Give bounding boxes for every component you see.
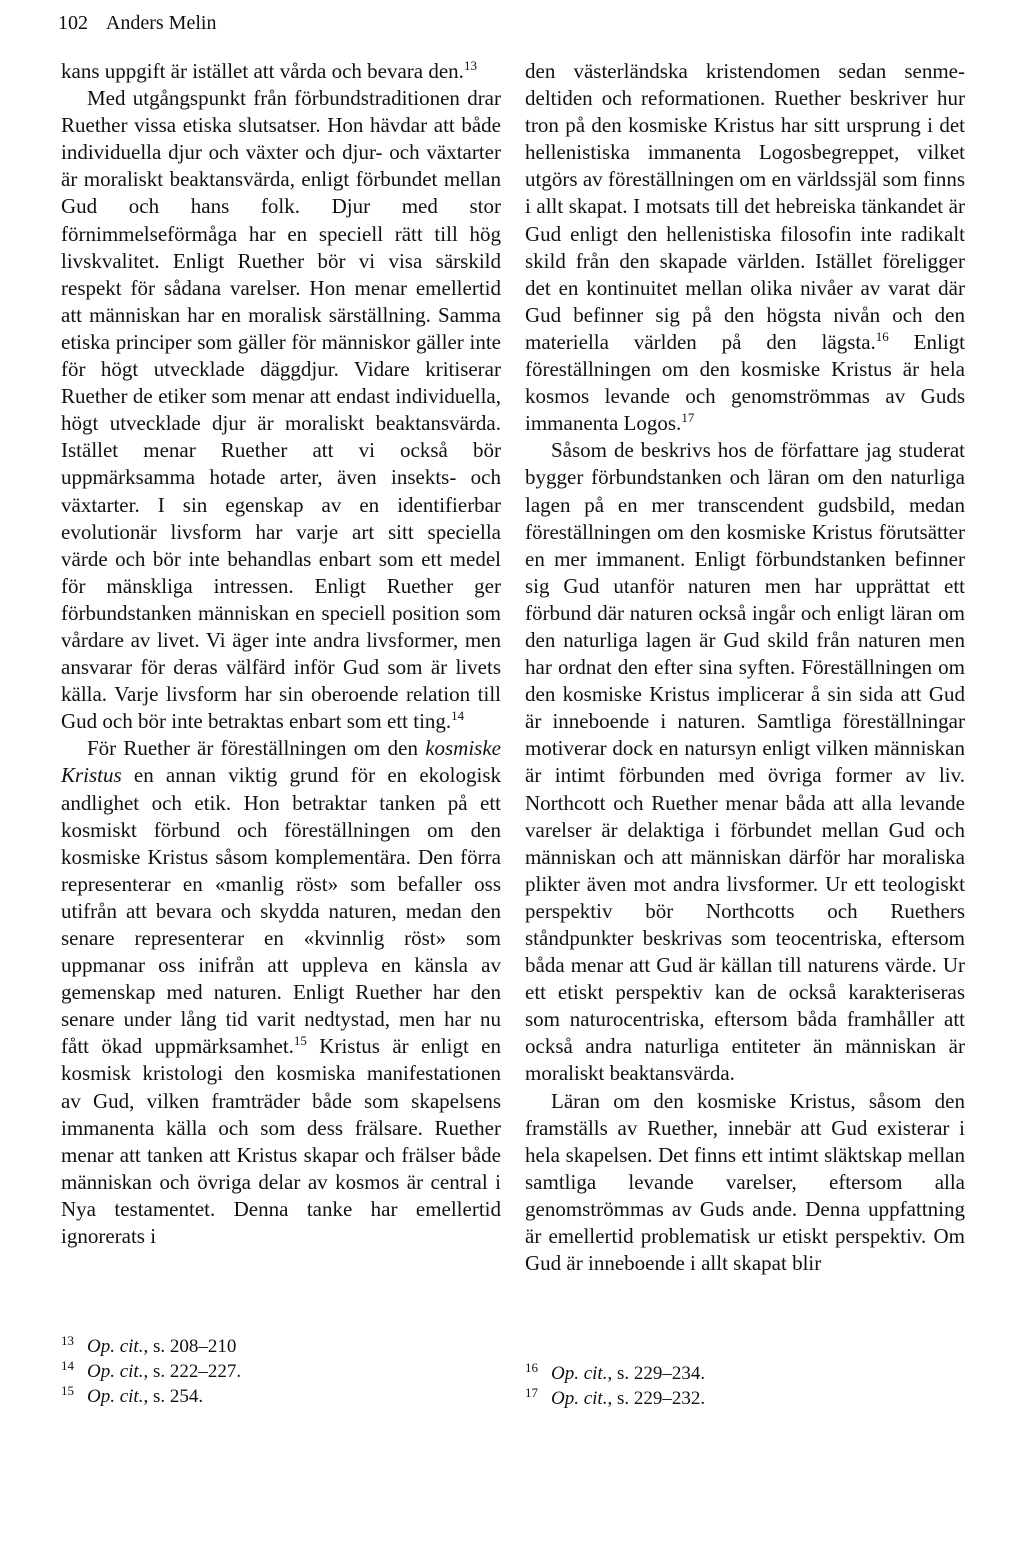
paragraph [61, 58, 501, 85]
footnote: 13 Op. cit., s. 208–210 [61, 1333, 237, 1357]
footnote-ref: 13 [463, 58, 477, 73]
footnotes-right [525, 1361, 965, 1411]
footnote: 15 Op. cit., s. 254. [61, 1383, 204, 1407]
paragraph-text: Kristus är enligt en kosmisk kristologi den kosmiska manifestationen av Gud, vilken framträder både som skapelsens immanenta källa och som dess frälsare. Ruether menar att tanken att Kristus skapar och frälser både människan och övriga delar av kosmos är central i Nya testamentet. Denna tanke har emellertid ignorerats i [61, 1034, 502, 1249]
paragraph: Såsom de beskrivs hos de författare jag studerat bygger förbundstanken och läran om den naturliga lagen på en mer transcendent gudsbild, medan föreställningen om den kosmiske Kristus förutsätter en mer immanent. Enligt förbundstanken befinner sig Gud utanför naturen men har upprättat ett förbund där naturen också ingår och enligt läran om den naturliga lagen är Gud skild från naturen men har ordnat den efter sina syften. Föreställningen om den kosmiske Kristus implicerar å sin sida att Gud är inneboende i naturen. Samtliga föreställningar motiverar dock en natursyn enligt vilken människan är intimt förbunden med övriga former av liv. Northcott och Ruether menar båda att alla levande varelser är delaktiga i förbundet mellan Gud och människan och att människan därför har moraliska plikter även mot andra livsformer. Ur ett teologiskt perspektiv bör Northcotts och Ruethers ståndpunkter beskrivas som teocentriska, eftersom båda menar att Gud är källan till naturens värde. Ur ett etiskt perspektiv kan de också karakteriseras som naturocentriska, eftersom båda framhåller att också andra naturliga entiteter än människan är moraliskt beaktansvärda. [525, 438, 965, 1086]
paragraph: Läran om den kosmiske Kristus, såsom den framställs av Ruether, innebär att Gud existerar i hela skapelsen. Det finns ett intimt släktskap mellan samtliga levande varelser, eftersom alla genomströmmas av Guds ande. Denna uppfattning är emellertid problematisk ur etiskt perspektiv. Om Gud är inneboende i allt skapat blir [525, 1088, 965, 1276]
footnote-ref: 14 [451, 708, 465, 724]
footnote-ref-text: Op. cit. [551, 1363, 608, 1384]
footnote-pages: , s. 229–232. [607, 1388, 706, 1409]
footnote-ref-text: Op. cit. [551, 1388, 608, 1409]
footnote-pages: , s. 254. [143, 1386, 204, 1407]
footnote-pages: , s. 229–234. [607, 1363, 706, 1384]
paragraph [525, 58, 965, 437]
paragraph-text: kans uppgift är istället att vårda och bevara den. [61, 59, 464, 83]
footnote-pages: , s. 222–227. [143, 1361, 242, 1382]
footnote-ref: 16 [875, 328, 889, 344]
paragraph [61, 85, 501, 735]
paragraph [61, 735, 501, 1250]
footnote-ref: 17 [681, 410, 695, 426]
footnote-ref-text: Op. cit. [87, 1336, 144, 1357]
paragraph-text: en annan viktig grund för en ekologisk andlighet och etik. Hon betraktar tanken på ett kosmiskt förbund och föreställningen om den kosmiske Kristus såsom komplementära. Den förra representerar en «manlig röst» som befaller oss utifrån att bevara och skydda naturen, medan den senare representerar en «kvinnlig röst» som uppmanar oss inifrån att uppleva en känsla av gemenskap med naturen. Enligt Ruether har den senare under lång tid varit nedtystad, men har nu fått ökad uppmärksamhet. [61, 763, 501, 1059]
paragraph-text: den västerländska kristendomen sedan senmedeltiden och reformationen. Ruether beskriver hur tron på den kosmiske Kristus har sitt ursprung i det hellenistiska immanenta Logosbegreppet, vilket utgörs av föreställningen om en världssjäl som finns i allt skapat. I motsats till det hebreiska tänkandet är Gud enligt den hellenistiska filosofin inte radikalt skild från den skapade världen. Istället föreligger det en kontinuitet mellan olika nivåer av varat där Gud befinner sig på den högsta nivån och den materiella världen på den lägsta. [525, 59, 965, 354]
footnote: 17 Op. cit., s. 229–232. [525, 1385, 706, 1409]
footnotes-left [61, 1334, 501, 1409]
footnote-ref-text: Op. cit. [87, 1386, 144, 1407]
footnote-ref-text: Op. cit. [87, 1361, 144, 1382]
left-column [61, 58, 501, 1250]
page-number: 102 [58, 12, 88, 34]
paragraph-text: Med utgångspunkt från förbundstraditionen drar Ruether vissa etiska slutsatser. Hon hävdar att både individuella djur och växter och djur- och växtarter är moraliskt beaktansvärda, enligt förbundet mellan Gud och hans folk. Djur med stor förnimmelseförmåga har en speciell rätt till hög livskvalitet. Enligt Ruether bör vi visa särskild respekt för sådana varelser. Hon menar emellertid att människan har en moralisk särställning. Samma etiska principer som gäller för människor gäller inte för högt utvecklade däggdjur. Vidare kritiserar Ruether de etiker som menar att endast individuella, högt utvecklade djur är moraliskt beaktansvärda. Istället menar Ruether att vi också bör uppmärksamma hotade arter, även insekts- och växtarter. I sin egenskap av en identifierbar evolutionär livsform har varje art sitt speciella värde och bör inte behandlas enbart som ett medel för mänskliga intressen. Enligt Ruether ger förbundstanken människan en speciell position som vårdare av livet. Vi äger inte andra livsformer, men ansvarar för deras välfärd inför Gud som är livets källa. Varje livsform har sin oberoende relation till Gud och bör inte betraktas enbart som ett ting. [61, 86, 501, 734]
footnote: 16 Op. cit., s. 229–234. [525, 1360, 706, 1384]
paragraph-text: Enligt föreställningen om den kosmiske Kristus är hela kosmos levande och genomströmmas av Guds immanenta Logos. [525, 329, 965, 436]
paragraph-text: För Ruether är föreställningen om den [87, 736, 426, 761]
italic-term: kosmiske Kristus [61, 736, 501, 788]
footnote: 14 Op. cit., s. 222–227. [61, 1358, 242, 1382]
footnote-pages: , s. 208–210 [143, 1336, 237, 1357]
running-header [58, 10, 216, 36]
footnote-ref: 15 [293, 1033, 307, 1049]
running-header-author: Anders Melin [105, 12, 217, 34]
right-column [525, 58, 965, 1277]
